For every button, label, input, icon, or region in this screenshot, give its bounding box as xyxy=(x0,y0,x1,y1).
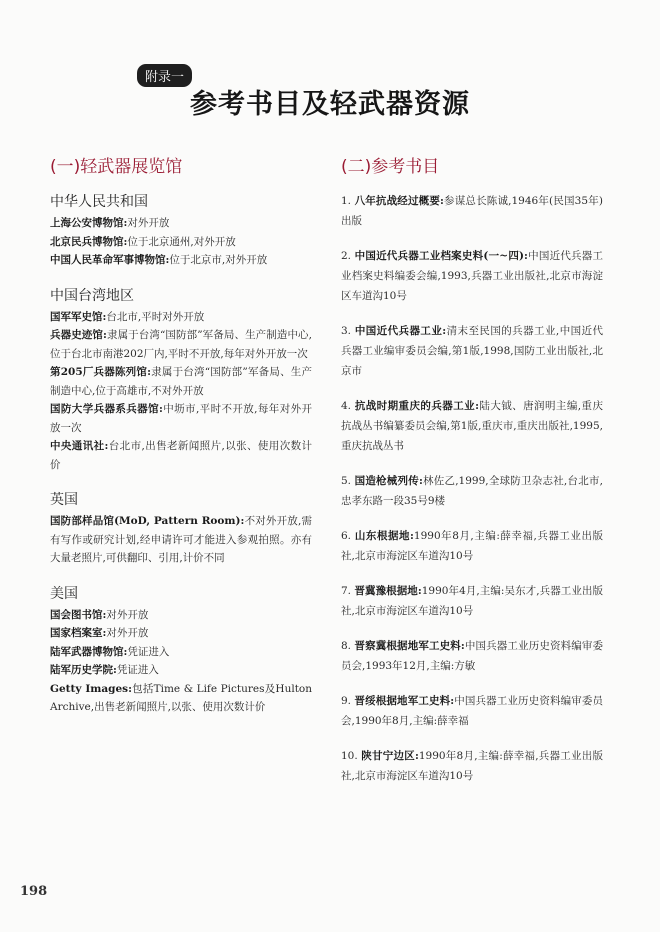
reference-number: 2. xyxy=(341,250,352,262)
entry-name: 国会图书馆: xyxy=(50,608,107,621)
appendix-tag: 附录一 xyxy=(137,64,192,87)
reference-desc: 清末至民国的兵器工业,中国近代兵器工业编审委员会编,第1版,1998,国防工业出版社,北京市 xyxy=(341,325,603,377)
entry-name: 第205厂兵器陈列馆: xyxy=(50,366,151,378)
reference-number: 5. xyxy=(341,475,352,487)
exhibition-entry xyxy=(50,624,312,643)
reference-title: 晋绥根据地军工史料: xyxy=(354,695,455,707)
region-heading: 中华人民共和国 xyxy=(50,194,148,210)
reference-number: 8. xyxy=(341,640,352,652)
exhibition-entry xyxy=(50,326,312,363)
reference-item xyxy=(341,396,603,456)
reference-title: 抗战时期重庆的兵器工业: xyxy=(354,400,479,412)
entry-name: Getty Images: xyxy=(50,682,132,695)
exhibition-group xyxy=(50,285,312,475)
exhibition-entry xyxy=(50,251,312,270)
reference-desc: 中国近代兵器工业档案史料编委会编,1993,兵器工业出版社,北京市海淀区车道沟10号 xyxy=(341,250,604,302)
entry-desc: 凭证进入 xyxy=(127,645,170,658)
entry-name: 兵器史迹馆: xyxy=(50,329,107,341)
bibliography-column xyxy=(341,152,603,801)
entry-desc: 隶属于台湾“国防部”军备局、生产制造中心,位于台北市南港202厂内,平时不开放,每年对外开放一次 xyxy=(50,329,312,360)
reference-desc: 林佐乙,1999,全球防卫杂志社,台北市,忠孝东路一段35号9楼 xyxy=(341,475,603,507)
reference-item xyxy=(341,321,603,381)
reference-title: 八年抗战经过概要: xyxy=(354,195,444,207)
region-heading: 美国 xyxy=(50,585,78,602)
exhibition-entry xyxy=(50,680,312,717)
reference-desc: 中国兵器工业历史资料编审委员会,1993年12月,主编:方敏 xyxy=(341,640,604,672)
reference-item xyxy=(341,471,603,511)
reference-item xyxy=(341,191,603,231)
reference-number: 9. xyxy=(341,695,352,707)
reference-item xyxy=(341,636,603,676)
reference-title: 中国近代兵器工业档案史料(一~四): xyxy=(354,250,528,262)
reference-desc: 中国兵器工业历史资料编审委员会,1990年8月,主编:薛幸福 xyxy=(341,695,603,727)
exhibition-column xyxy=(50,152,312,732)
bibliography-list xyxy=(341,191,603,786)
reference-desc: 参谋总长陈诚,1946年(民国35年)出版 xyxy=(341,195,603,227)
page-number: 198 xyxy=(20,884,48,899)
reference-number: 3. xyxy=(341,325,352,337)
exhibition-group xyxy=(50,191,312,270)
entry-desc: 隶属于台湾“国防部”军备局、生产制造中心,位于高雄市,不对外开放 xyxy=(50,366,312,397)
reference-title: 晋冀豫根据地: xyxy=(354,585,422,597)
reference-title: 山东根据地: xyxy=(354,530,414,542)
entry-name: 上海公安博物馆: xyxy=(50,217,128,229)
exhibition-group xyxy=(50,489,312,568)
page-title: 参考书目及轻武器资源 xyxy=(190,89,470,120)
reference-desc: 1990年8月,主编:薛幸福,兵器工业出版社,北京市海淀区车道沟10号 xyxy=(341,750,603,782)
reference-number: 10. xyxy=(341,750,358,762)
entry-name: 国防部样品馆(MoD, Pattern Room): xyxy=(50,515,245,527)
entry-desc: 包括Time & Life Pictures及Hulton Archive,出售老新闻照片,以张、使用次数计价 xyxy=(50,682,313,713)
exhibition-entry xyxy=(50,661,312,680)
reference-item xyxy=(341,246,603,306)
entry-name: 北京民兵博物馆: xyxy=(50,235,128,248)
entry-desc: 台北市,出售老新闻照片,以张、使用次数计价 xyxy=(50,440,312,471)
entry-desc: 对外开放 xyxy=(106,627,149,639)
region-heading: 中国台湾地区 xyxy=(50,287,134,304)
entry-desc: 台北市,平时对外开放 xyxy=(106,310,205,323)
exhibition-entry xyxy=(50,363,312,400)
reference-desc: 1990年4月,主编:吴东才,兵器工业出版社,北京市海淀区车道沟10号 xyxy=(341,585,603,617)
entry-desc: 中坜市,平时不开放,每年对外开放一次 xyxy=(50,403,312,434)
exhibition-groups xyxy=(50,191,312,717)
entry-name: 中央通讯社: xyxy=(50,440,109,452)
reference-item xyxy=(341,581,603,621)
entry-desc: 位于北京市,对外开放 xyxy=(169,254,268,266)
reference-number: 4. xyxy=(341,400,352,412)
exhibition-entry xyxy=(50,437,312,474)
entry-desc: 不对外开放,需有写作或研究计划,经申请许可才能进入参观拍照。亦有大量老照片,可供翻印、引用,计价不同 xyxy=(50,515,312,564)
reference-title: 中国近代兵器工业: xyxy=(354,325,447,337)
exhibition-group xyxy=(50,583,312,717)
reference-title: 陕甘宁边区: xyxy=(361,750,419,762)
entry-desc: 凭证进入 xyxy=(116,664,159,676)
reference-desc: 1990年8月,主编:薛幸福,兵器工业出版社,北京市海淀区车道沟10号 xyxy=(341,530,603,562)
entry-name: 陆军武器博物馆: xyxy=(50,645,128,658)
entry-name: 国军军史馆: xyxy=(50,310,107,323)
reference-item xyxy=(341,746,603,786)
reference-number: 7. xyxy=(341,585,352,597)
entry-name: 国防大学兵器系兵器馆: xyxy=(50,403,163,415)
reference-item xyxy=(341,691,603,731)
region-heading: 英国 xyxy=(50,492,78,508)
reference-title: 国造枪械列传: xyxy=(354,475,423,487)
reference-desc: 陆大钺、唐润明主编,重庆抗战丛书编纂委员会编,第1版,重庆市,重庆出版社,1995,重庆抗战丛书 xyxy=(341,400,603,452)
exhibition-entry xyxy=(50,214,312,233)
reference-title: 晋察冀根据地军工史料: xyxy=(354,640,465,652)
exhibition-entry xyxy=(50,643,312,662)
entry-desc: 对外开放 xyxy=(127,217,170,229)
exhibition-entry xyxy=(50,233,312,252)
reference-number: 1. xyxy=(341,195,352,207)
entry-desc: 对外开放 xyxy=(106,608,149,621)
entry-name: 陆军历史学院: xyxy=(50,664,117,676)
reference-number: 6. xyxy=(341,530,352,542)
exhibition-entry xyxy=(50,400,312,437)
entry-name: 中国人民革命军事博物馆: xyxy=(50,254,170,266)
entry-name: 国家档案室: xyxy=(50,627,107,639)
bibliography-heading: (二)参考书目 xyxy=(341,157,440,177)
exhibition-entry xyxy=(50,308,312,327)
exhibition-entry xyxy=(50,512,312,568)
exhibition-heading: (一)轻武器展览馆 xyxy=(50,157,183,177)
exhibition-entry xyxy=(50,606,312,625)
entry-desc: 位于北京通州,对外开放 xyxy=(127,235,236,248)
reference-item xyxy=(341,526,603,566)
